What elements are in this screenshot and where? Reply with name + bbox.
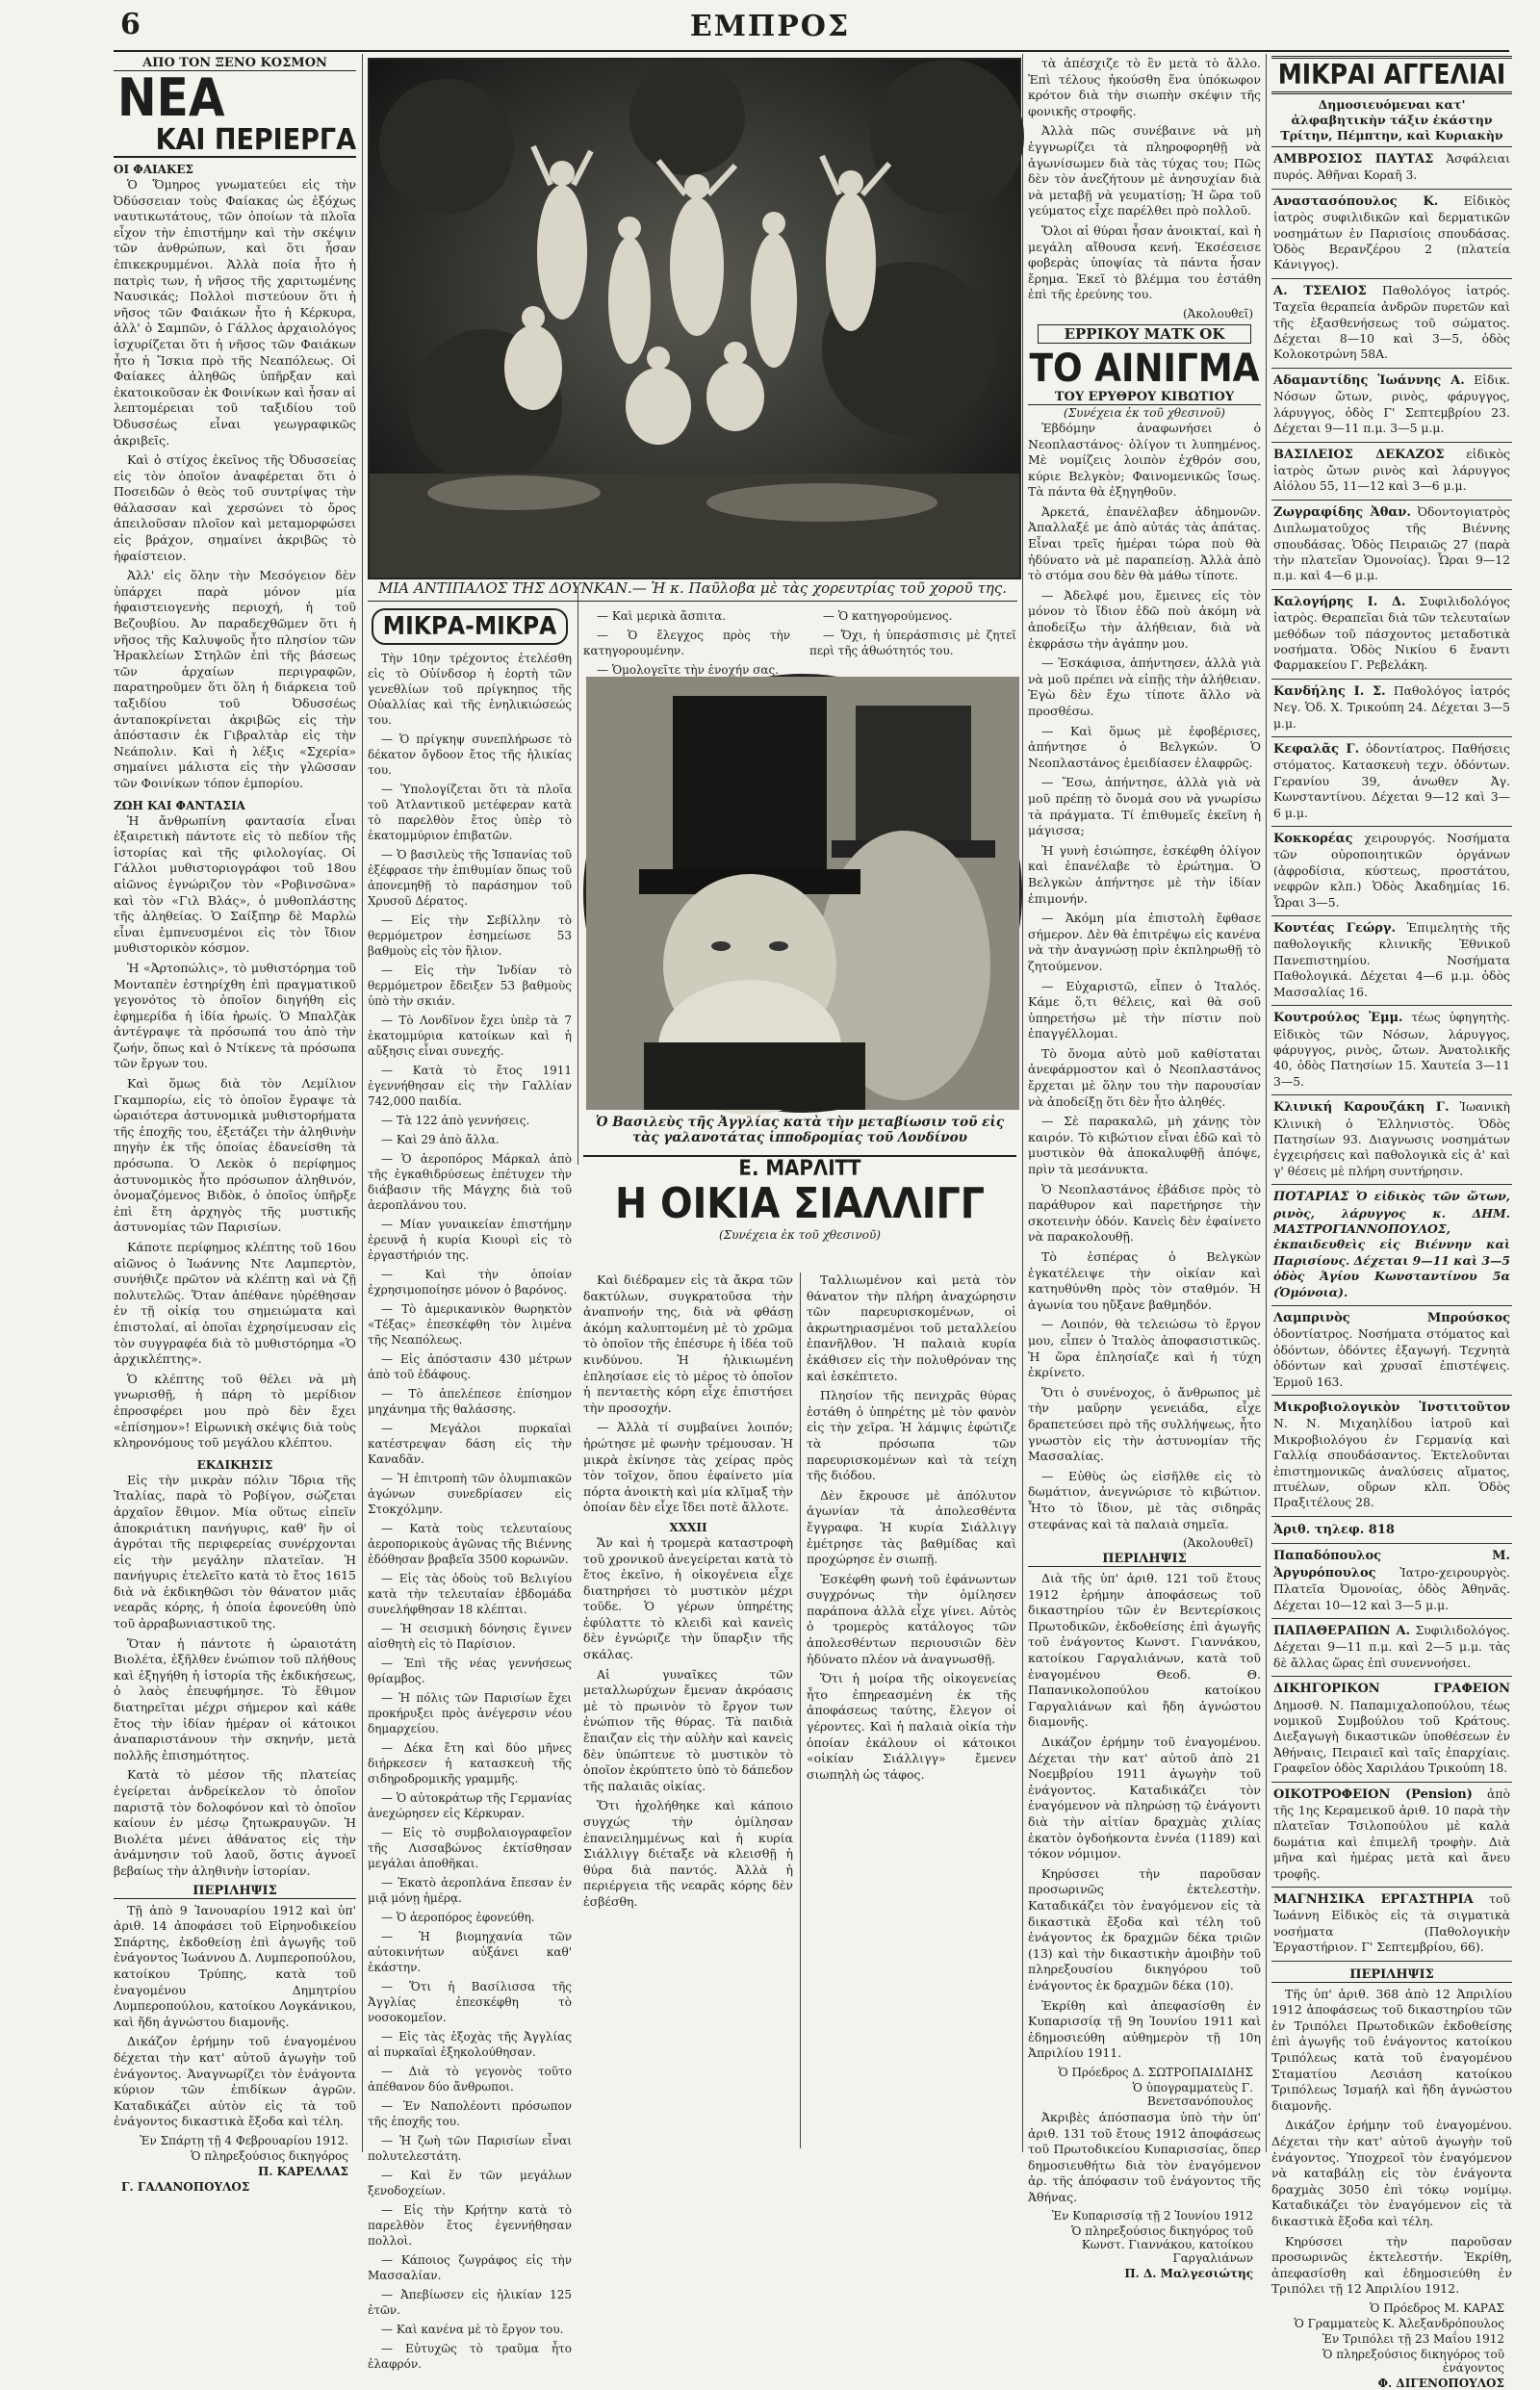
classified-ad: ΠΑΠΑΘΕΡΑΠΩΝ Α. Συφιλιδολόγος. Δέχεται 9—11 π.μ. καὶ 2—5 μ.μ. τὰς δὲ ἄλλας ὥρας ἐπὶ συνεννοήσει.	[1271, 1619, 1512, 1677]
list-item: — Ὅτι ἡ Βασίλισσα τῆς Ἀγγλίας ἐπεσκέφθη τὸ νοσοκομεῖον.	[368, 1980, 572, 2024]
serial-paragraph: Ὅτι ἠχολήθηκε καὶ κάποιο συγχώς τὴν ὁμίλησαν ἐπανειλημμένως καὶ ἡ κυρία Σιάλλιγγ διέταξε νὰ κλεισθῇ ἡ θύρα διὰ παντός. Ἀλλὰ ἡ περιέργεια τῆς νεαρᾶς κόρης δὲν ἐσβέσθη.	[583, 1798, 793, 1909]
list-item: — Ὁμολογεῖτε τὴν ἐνοχήν σας.	[597, 663, 780, 677]
article-paragraph: Ὁ Ὅμηρος γνωματεύει εἰς τὴν Ὀδύσσειαν τοὺς Φαίακας ὡς ἐξόχως ναυτικωτάτους, τῶν ὁποίων τὰ πλοῖα εἶχον τὴν ἐπιστήμην καὶ τὴν σκέψιν τῶν ἀνθρώπων, καὶ ὅτι ἦσαν ἐπικεκρυμμένοι. Ἀλλὰ ποία ἦτο ἡ πατρὶς των, ἡ νῆσος τῆς χαριτωμένης Ναυσικάς; Πολλοὶ πιστεύουν ὅτι ἡ νῆσος τῶν Φαιάκων ἦτο ἡ Κέρκυρα, ἀλλ' ὁ Σαμπῶν, ὁ Γάλλος ἀρχαιολόγος ἰσχυρίζεται ὅτι ἡ νῆσος τῶν Φαιάκων ἦτο ἡ Ἴσκια πρὸ τῆς Νεαπόλεως. Οἱ Φαίακες ἀληθῶς ὑπῆρξαν καὶ ἐκατοικοῦσαν ἐκ Φοινίκων καὶ ἦσαν αἱ λεπτομέρειαι τοῦ ταξιδίου τοῦ Ὀδυσσέως εἶναι γεωγραφικῶς ἀκριβεῖς.	[114, 177, 356, 448]
serial-paragraph: Τὸ ὄνομα αὐτὸ μοῦ καθίσταται ἀνεφάρμοστον καὶ ὁ Νεοπλαστάνος ἔρχεται μὲ ὅλην του τὴν παρουσίαν νὰ ἀποδείξῃ ὅτι δὲν ἦτο ἀληθές.	[1028, 1045, 1261, 1109]
list-item: — Τὰ 122 ἀπὸ γεννήσεις.	[381, 1114, 530, 1127]
list-item: — Ὁ ἔλεγχος πρὸς τὴν κατηγορουμένην.	[583, 629, 790, 657]
serial-title: ΤΟ ΑΙΝΙΓΜΑ	[1029, 346, 1260, 391]
classified-ad: Κουτρούλος Ἐμμ. τέως ὑφηγητὴς. Εἰδικὸς τῶν Νόσων, λάρυγγος, φάρυγγος, ρινὸς, ὤτων. Ἀνατολικῆς 40, ὁδὸς Πατησίων 15. Χαυτεία 3—11 3—5.	[1271, 1006, 1512, 1095]
serial-paragraph: — Εὐθὺς ὡς εἰσῆλθε εἰς τὸ δωμάτιον, ἀνεγνώρισε τὸ κιβώτιον. Ἦτο τὸ ἴδιον, μὲ τὰς σιδηρᾶς στεφάνας καὶ τὰ παλαιὰ σημεῖα.	[1028, 1468, 1261, 1531]
list-item: — Τὸ ἀπελέπεσε ἐπίσημον μηχάνημα τῆς θαλάσσης.	[368, 1387, 572, 1416]
serial-paragraph: Ἐσκέφθη φωνὴ τοῦ ἐφάνωντων συγχρόνως τὴν ὁμίλησεν παράπονα ἀλλὰ εἶχε γίνει. Αὐτὸς ὁ τρομερὸς κατάλογος τῶν ἀπολεσθέντων περιουσιῶν δὲν ἠδύνατο πλέον νὰ ἀναγνωσθῇ.	[807, 1571, 1016, 1666]
article-paragraph: Εἰς τὴν μικρὰν πόλιν Ἴδρια τῆς Ἰταλίας, παρὰ τὸ Ροβίγον, σώζεται ἀρχαῖον ἔθιμον. Μία οὕτως εἰπεῖν ἀποκριάτικη πανήγυρις, καθ' ἣν οἱ ἀγρόται τῆς περιφερείας συνέρχονται εἰς τὴν μεγάλην πλατεῖαν. Ἡ πανήγυρις ἐτελεῖτο κατὰ τὸ ἔτος 1615 διὰ νὰ ἐκδικηθῶσι τὸν θάνατον μιᾶς νεαρᾶς κόρης, ἡ ὁποία ἐφονεύθη ὑπὸ τοῦ ἀρραβωνιαστικοῦ της.	[114, 1472, 356, 1632]
serial-paragraph: Ταλλιωμένον καὶ μετὰ τὸν θάνατον τὴν πλήρη ἀναχώρησιν τῶν παρευρισκομένων, οἱ ἀκρωτηριασμένοι τοῦ μεταλλείου ἐπανῆλθον. Ἡ παλαιὰ κυρία ἐκάθισεν εἰς τὴν πολυθρόναν της καὶ ἐσκέπτετο.	[807, 1272, 1016, 1383]
list-item: — Ἡ ἐπιτροπὴ τῶν ὀλυμπιακῶν ἀγώνων συνεδρίασεν εἰς Στοκχόλμην.	[368, 1472, 572, 1516]
column-divider	[362, 54, 363, 2152]
serial-paragraph: Πλησίον τῆς πενιχρᾶς θύρας ἐστάθη ὁ ὑπηρέτης μὲ τὸν φανὸν εἰς τὴν χεῖρα. Ἡ λάμψις ἐφώτιζε τὰ πρόσωπα τῶν παρευρισκομένων καὶ τὰ τείχη τῆς διόδου.	[807, 1388, 1016, 1483]
list-item: — Δέκα ἔτη καὶ δύο μῆνες διήρκεσεν ἡ κατασκευὴ τῆς σιδηροδρομικῆς γραμμῆς.	[368, 1741, 572, 1786]
column-nea-kai-perierga	[114, 56, 356, 2194]
notice-signature: Φ. ΔΙΓΕΝΟΠΟΥΛΟΣ	[1377, 2376, 1504, 2390]
column-divider	[1266, 54, 1267, 2152]
dancers-photo-illustration	[370, 60, 1019, 578]
column-serial-ainigma	[1028, 56, 1261, 2281]
masthead-rule	[114, 50, 1509, 52]
serial-paragraph: Καὶ διέδραμεν εἰς τὰ ἄκρα τῶν δακτύλων, συγκρατοῦσα τὴν ἀναπνοήν της, διὰ νὰ φθάσῃ ἀκόμη καλυπτομένη μὲ τὸ χρῶμα τὸ ὁποῖον τῆς ἐπέσυρε ἡ ἰδέα τοῦ κινδύνου. Ἡ ἡλικιωμένη ἐπλησίασε εἰς τὸ μέρος τὸ ὁποῖον ἡ πενταετὴς κόρη εἶχε ἐπιστήσει τὴν προσοχήν.	[583, 1272, 793, 1415]
list-item: — Τὸ ἀμερικανικὸν θωρηκτὸν «Τέξας» ἐπεσκέφθη τὸν λιμένα τῆς Νεαπόλεως.	[368, 1302, 572, 1347]
page-number: 6	[120, 8, 141, 41]
column-mikra-mikra	[368, 608, 572, 2371]
to-be-continued: (Ἀκολουθεῖ)	[1182, 306, 1253, 321]
list-item: — Ὄχι, ἡ ὑπεράσπισις μὲ ζητεῖ περὶ τῆς ἀθωότητός του.	[809, 629, 1016, 657]
serial-paragraph: — Ἐσκάφισα, ἀπήντησεν, ἀλλὰ γιὰ νὰ μοῦ πρέπει νὰ εἰπῇς τὴν ἀλήθειαν. Ἐγὼ δὲν ἔχω τίποτε ἄλλο νὰ προσθέσω.	[1028, 655, 1261, 718]
notice-paragraph: Κηρύσσει τὴν παροῦσαν προσωρινῶς ἐκτελεστὴν. Καταδικάζει τὸν ἐναγόμενον εἰς τὰ δικαστικὰ ἔξοδα καὶ τέλη τοῦ ἐνάγοντος ἐκ δραχμῶν δέκα τριῶν (13) καὶ τὴν δικαστικὴν ἀμοιβὴν τοῦ πληρεξουσίου δικηγόρου τοῦ ἐνάγοντος ἐκ δραχμῶν δέκα (10).	[1028, 1865, 1261, 1992]
classified-ad: Λαμπρινὸς Μπρούσκος ὀδοντίατρος. Νοσήματα στόματος καὶ ὀδόντων, ὀδόντες ἐξαγωγή. Τεχνητὰ ὀδόντων καὶ χρυσαῖ ἐπιστέψεις. Ἑρμοῦ 163.	[1271, 1306, 1512, 1396]
classified-ad: Κοκκορέας χειρουργός. Νοσήματα τῶν οὐροποιητικῶν ὀργάνων (ἀφροδίσια, κύστεως, προστάτου, νεφρῶν κλπ.) Ὁδὸς Ἀκαδημίας 16. Ὧραι 3—5.	[1271, 827, 1512, 916]
dancers-photo	[368, 58, 1021, 579]
article-paragraph: Καὶ ὁ στίχος ἐκεῖνος τῆς Ὀδυσσείας εἰς τὸν ὁποῖον ἀναφέρεται ὅτι ὁ Ποσειδῶν ὁ θεὸς τοῦ συντρίψας τὴν θάλασσαν καὶ χερσώνει τὸ ὄρος ἀπειλοῦσαν πλοῖον καὶ μεταμορφώσει εἰς βράχον, σημαίνει ἀκριβῶς τὸ ἠφαίστειον.	[114, 452, 356, 563]
serial-paragraph: Τὸ ἑσπέρας ὁ Βελγκὼν ἐγκατέλειψε τὴν οἰκίαν καὶ κατηυθύνθη πρὸς τὸν σταθμόν. Ἡ ἀγωνία του ηὔξανε βαθμηδόν.	[1028, 1249, 1261, 1312]
classified-ad: Κλινική Καρουζάκη Γ. Ἰωανικὴ Κλινικὴ ὁ Ἑλληνιστὸς. Ὁδὸς Πατησίων 93. Διαγνωσις νοσημάτων ἐγχειρήσεις καὶ παθολογικὰ εἰς ἀ' καὶ γ' θέσεις μὲ πλήρη συντήρησιν.	[1271, 1095, 1512, 1185]
serial-paragraph: Ὅλοι αἱ θύραι ἦσαν ἀνοικταί, καὶ ἡ μεγάλη αἴθουσα κενή. Ἐκσέσεισε φοβερὰς ὑποψίας τὰ πάντα ἦσαν ἔρημα. Ἐκεῖ τὸ βλέμμα του ἐστάθη ἐπὶ τῆς ἐρεύνης του.	[1028, 222, 1261, 302]
notice-signature: Ὁ ὑπογραμματεὺς Γ. Βενετσανόπουλος	[1132, 2080, 1253, 2108]
article-paragraph: Ἀλλ' εἰς ὅλην τὴν Μεσόγειον δὲν ὑπάρχει παρὰ μόνον μία ἠφαιστειογενὴς περιοχή, ἡ τοῦ Βεζουβίου. Ἀν παραδεχθῶμεν ὅτι ἡ νῆσος τῆς Καλυψοῦς ἦτο πλησίον τῶν Ἡρακλείων Στηλῶν ἐπὶ τῆς βάσεως τῶν ἀρχαίων περιγραφῶν, παρατηροῦμεν ὅτι ὅλη ἡ διάρκεια τοῦ ταξιδίου τοῦ Ὀδυσσέως ἀνταποκρίνεται ἀκριβῶς εἰς τὴν ἀπόστασιν ἐκ Γιβραλτὰρ εἰς τὴν Νεάπολιν. Καὶ ἡ λέξις «Σχερία» σημαίνει μάλιστα εἰς τὴν γλῶσσαν τῶν Φοινίκων τόπον ἐμπορίου.	[114, 568, 356, 790]
serial-paragraph: — Ἀλλὰ τί συμβαίνει λοιπόν; ἠρώτησε μὲ φωνὴν τρέμουσαν. Ἡ μικρὰ ἐκίνησε τὰς χείρας πρὸς τὸν τοῖχον, ὅπου ἐφαίνετο μία πόρτα ἀνοικτὴ καὶ μία κλῖμαξ τὴν ὁποίαν δὲν εἶχε ἴδει ποτὲ ἄλλοτε.	[583, 1420, 793, 1515]
classified-ad: Καλογήρης Ι. Δ. Συφιλιδολόγος ἰατρὸς. Θεραπεῖαι διὰ τῶν τελευταίων μεθόδων τοῦ πάσχοντος μεταδοτικὰ νοσήματα. Ὁδὸς Νικίου 6 ἔναντι Φαρμακείου Γ. Ρεβελάκη.	[1271, 590, 1512, 680]
list-item: — Κατὰ τοὺς τελευταίους ἀεροπορικοὺς ἀγῶνας τῆς Βιέννης ἐδόθησαν βραβεῖα 3500 κορωνῶν.	[368, 1522, 572, 1566]
list-item: — Ἐκατὸ ἀεροπλάνα ἔπεσαν ἐν μιᾷ μόνῃ ἡμέρᾳ.	[368, 1876, 572, 1905]
serial-paragraph: Ἄν καὶ ἡ τρομερὰ καταστροφὴ τοῦ χρονικοῦ ἀνεγείρεται κατὰ τὸ ἔτος ἐκεῖνο, ἡ οἰκογένεια εἶχε διατηρήσει τὸ μυστικὸν μέχρι τοῦδε. Ὁ γέρων ὑπηρέτης ἐφύλαττε τὸ κλειδὶ καὶ κανεὶς δὲν ἐγνώριζε τὴν ὕπαρξιν τῆς σκάλας.	[583, 1534, 793, 1662]
list-item: — Κατὰ τὸ ἔτος 1911 ἐγεννήθησαν εἰς τὴν Γαλλίαν 742,000 παιδία.	[368, 1064, 572, 1108]
article-paragraph: Κατὰ τὸ μέσον τῆς πλατείας ἐγείρεται ἀνδρείκελον τὸ ὁποῖον παριστᾷ τὸν δολοφόνον καὶ τὸ ὁποῖον καίουν ἐν μέσῳ ζητωκραυγῶν. Ἡ Βιολέτα μένει ἀθάνατος εἰς τὴν ἀνάμνησιν τοῦ λαοῦ, ὅστις ἀγνοεῖ βεβαίως τὴν ἀληθινὴν ἱστορίαν.	[114, 1767, 356, 1878]
notice-paragraph: Δικάζον ἐρήμην τοῦ ἐναγομένου. Δέχεται τὴν κατ' αὐτοῦ ἀπὸ 21 Νοεμβρίου 1911 ἀγωγὴν τοῦ ἐνάγοντος. Καταδικάζει τὸν ἐναγόμενον νὰ πληρώσῃ τῷ ἐνάγοντι διὰ τὴν αἰτίαν δραχμὰς χιλίας ἑκατὸν ὀγδοήκοντα ἐννέα (1189) καὶ τόκον νόμιμον.	[1028, 1735, 1261, 1862]
serial-paragraph: — Εὐχαριστῶ, εἶπεν ὁ Ἰταλός. Κάμε ὅ,τι θέλεις, καὶ θὰ σοῦ ὑπηρετήσω μὲ τὴν πίστιν ποὺ ἐπαγγέλλομαι.	[1028, 978, 1261, 1041]
notice-signature-role: Ὁ πληρεξούσιος δικηγόρος	[191, 2148, 348, 2163]
list-item: — Εἰς τὰς ἐξοχὰς τῆς Ἀγγλίας αἱ πυρκαϊαὶ ἐξηκολούθησαν.	[368, 2030, 572, 2059]
serial-paragraph: Ἡ γυνὴ ἐσιώπησε, ἐσκέφθη ὀλίγον καὶ ἐπανέλαβε τὸ ἐρώτημα. Ὁ Βελγκὼν ἀπήντησε μὲ τὴν ἰδίαν ἐπιμονήν.	[1028, 842, 1261, 906]
notice-title: ΠΕΡΙΛΗΨΙΣ	[1271, 1967, 1512, 1983]
column-divider	[1022, 54, 1023, 2152]
list-item: — Ἡ σεισμικὴ δόνησις ἔγινεν αἰσθητὴ εἰς τὸ Παρίσιον.	[368, 1622, 572, 1651]
serial-paragraph: — Σὲ παρακαλῶ, μὴ χάνῃς τὸν καιρόν. Τὸ κιβώτιον εἶναι ἐδῶ καὶ τὸ μυστικὸν θὰ ἀποκαλυφθῇ ἀπόψε, πρὶν τὰ μεσάνυκτα.	[1028, 1114, 1261, 1177]
kicker: ΑΠΟ ΤΟΝ ΞΕΝΟ ΚΟΣΜΟΝ	[114, 56, 356, 71]
notice-signature: Π. Δ. Μαλγεσιώτης	[1124, 2267, 1253, 2281]
classified-ad: Αναστασόπουλος Κ. Εἰδικὸς ἰατρὸς συφιλιδικῶν καὶ δερματικῶν νοσημάτων ἐν Παρισίοις σπουδάσας. Ὁδὸς Βερανζέρου 2 (πλατεία Κάνιγγος).	[1271, 190, 1512, 279]
serial-subtitle: ΤΟΥ ΕΡΥΘΡΟΥ ΚΙΒΩΤΙΟΥ	[1028, 390, 1261, 405]
list-item: — Καὶ μερικὰ ἄσπιτα.	[597, 609, 727, 623]
list-item: — Εἰς ἀπόστασιν 430 μέτρων ἀπὸ τοῦ ἐδάφους.	[368, 1352, 572, 1381]
to-be-continued: (Ἀκολουθεῖ)	[1182, 1536, 1253, 1551]
classified-ad: Παπαδόπουλος Μ. Ἀργυρόπουλος Ἰατρο-χειρουργὸς. Πλατεῖα Ὀμονοίας, ὁδὸς Ἀθηνᾶς. Δέχεται 10—12 καὶ 3—5 μ.μ.	[1271, 1544, 1512, 1619]
list-item: — Τὸ Λονδῖνον ἔχει ὑπὲρ τὰ 7 ἑκατομμύρια κατοίκων καὶ ἡ αὔξησις εἶναι συνεχής.	[368, 1014, 572, 1058]
article-paragraph: Κάποτε περίφημος κλέπτης τοῦ 16ου αἰῶνος ὁ Ἰωάννης Ντε Λαμπερτὸν, συνήθιζε πρῶτον νὰ κλέπτῃ καὶ νὰ ζῇ πολυτελῶς. Ὅταν ἀπέθανε ηὑρέθησαν ἐν τῇ οἰκίᾳ του σημειώματα καὶ ἐπιστολαί, αἱ ὁποῖαι ἐχρησίμευσαν εἰς τὸν συγγραφέα διὰ τὸ μυθιστόρημα «Ὁ ἀρχικλέπτης».	[114, 1240, 356, 1367]
list-item: — Ἐπὶ τῆς νέας γεννήσεως θρίαμβος.	[368, 1657, 572, 1685]
king-photo	[583, 674, 1022, 1113]
serial-paragraph: — Καὶ ὅμως μὲ ἐφοβέρισες, ἀπήντησε ὁ Βελγκών. Ὁ Νεοπλαστάνος ἐμειδίασεν ἐλαφρῶς.	[1028, 723, 1261, 770]
serial-paragraph: Ἀρκετά, ἐπανέλαβεν ἀδημονῶν. Ἀπαλλαξέ με ἀπὸ αὐτάς τὰς ἀπάτας. Εἶναι τρεῖς ἡμέραι τώρα ποὺ θὰ ἠδύνατο νὰ μὲ παραπείσῃ. Ἀλλὰ ἀπὸ τὸ στόμα σου δὲν θὰ μάθω τίποτε.	[1028, 503, 1261, 583]
serial-author: ΕΡΡΙΚΟΥ ΜΑΤΚ ΟΚ	[1038, 324, 1251, 344]
notice-paragraph: Κηρύσσει τὴν παροῦσαν προσωρινῶς ἐκτελεστήν. Ἐκρίθη, ἀπεφασίσθη καὶ ἐδημοσιεύθη ἐν Τριπόλει τῇ 12 Ἀπριλίου 1912.	[1271, 2233, 1512, 2297]
list-item: — Ὁ βασιλεὺς τῆς Ἱσπανίας τοῦ ἐξέφρασε τὴν ἐπιθυμίαν ὅπως τοῦ ἀπονεμηθῇ τὸ παράσημον τοῦ Χρυσοῦ Δέρατος.	[368, 848, 572, 908]
classified-ad: ΔΙΚΗΓΟΡΙΚΟΝ ΓΡΑΦΕΙΟΝ Δημοσθ. Ν. Παπαμιχαλοπούλου, τέως νομικοῦ Συμβούλου τοῦ Κράτους. Διεξαγωγὴ δικαστικῶν ὑποθέσεων ἐν Ἀθήναις, Πειραιεῖ καὶ ταῖς ἐπαρχίαις. Γραφεῖον ὁδὸς Χαριλάου Τρικούπη 18.	[1271, 1677, 1512, 1782]
classified-ad: ΒΑΣΙΛΕΙΟΣ ΔΕΚΑΖΟΣ εἰδικὸς ἰατρὸς ὤτων ρινὸς καὶ λάρυγγος Αἰόλου 55, 11—12 καὶ 3—6 μ.μ.	[1271, 443, 1512, 501]
classified-ad: ΟΙΚΟΤΡΟΦΕΙΟΝ (Pension) ἀπὸ τῆς 1ης Κεραμεικοῦ ἀριθ. 10 παρὰ τὴν πλατεῖαν Τσιλοπούλου μὲ καλὰ δωμάτια καὶ ἐπιμελῆ τροφὴν. Διὰ μῆνα καὶ ἡμέρας μετὰ καὶ ἄνευ τροφῆς.	[1271, 1783, 1512, 1888]
notice-paragraph: Τῆς ὑπ' ἀριθ. 368 ἀπὸ 12 Ἀπριλίου 1912 ἀποφάσεως τοῦ δικαστηρίου τῶν ἐν Τριπόλει Πρωτοδικῶν ἐκδοθείσης ἐπὶ ἀγωγῆς τοῦ ἐνάγοντος κατοίκου Τριπόλεως κατὰ τοῦ ἐναγομένου Σταματίου Λεσιάση κατοίκου Τριπόλεως Ἰσμαήλ καὶ ἤδη ἀγνώστου διαμονῆς.	[1271, 1986, 1512, 2113]
list-item: — Ἡ βιομηχανία τῶν αὐτοκινήτων αὐξάνει καθ' ἑκάστην.	[368, 1930, 572, 1974]
list-item: — Κάποιος ζωγράφος εἰς τὴν Μασσαλίαν.	[368, 2253, 572, 2282]
notice-paragraph: Δικάζον ἐρήμην τοῦ ἐναγομένου δέχεται τὴν κατ' αὐτοῦ ἀγωγὴν τοῦ ἐνάγοντος. Ἀναγνωρίζει τὸν ἐνάγοντα κύριον τῶν ἐπιδίκων ἀγρῶν. Καταδικάζει αὐτὸν εἰς τὰ τοῦ ἐνάγοντος δικαστικὰ ἔξοδα καὶ τέλη.	[114, 2034, 356, 2129]
list-item: — Εἰς τὴν Ἰνδίαν τὸ θερμόμετρον ἔδειξεν 53 βαθμοὺς ὑπὸ τὴν σκιάν.	[368, 964, 572, 1008]
classified-ad: Μικροβιολογικὸν Ἰνστιτοῦτον Ν. Ν. Μιχαηλίδου ἰατροῦ καὶ Μικροβιολόγου ἐν Γερμανίᾳ καὶ Γαλλίᾳ σπουδάσαντος. Ἐκτελοῦνται ἐπιστημονικῶς ἀναλύσεις αἵματος, πτυέλων, οὔρων κλπ. Ὁδὸς Πραξιτέλους 28.	[1271, 1396, 1512, 1517]
serial-paragraph: Αἱ γυναῖκες τῶν μεταλλωρύχων ἔμεναν ἀκρόασις μὲ τὸ πρωινὸν τὸ ἔργον των ἐνώπιον τῆς θύρας. Τὰ παιδιὰ ἔπαιζαν εἰς τὴν αὐλὴν καὶ κανεὶς δὲν ὑπώπτευε τὸ μυστικὸν τὸ ὁποῖον ἐκρύπτετο ὑπὸ τὸ δάπεδον τῆς παλαιᾶς οἰκίας.	[583, 1666, 793, 1793]
list-item: — Ἡ ζωὴ τῶν Παρισίων εἶναι πολυτελεστάτη.	[368, 2134, 572, 2163]
classified-ad: Ζωγραφίδης Ἀθαν. Ὀδοντογιατρὸς Διπλωματοῦχος τῆς Βιέννης σπουδάσας. Ὁδὸς Πειραιῶς 27 (παρὰ τὴν πλατεῖαν Ὁμονοίας). Ὧραι 9—12 π.μ. καὶ 4—6 μ.μ.	[1271, 501, 1512, 590]
notice-signature: Ὁ πληρεξούσιος δικηγόρος τοῦ Κωνστ. Γιαννάκου, κατοίκου Γαργαλιάνων	[1071, 2224, 1253, 2266]
notice-signature: Γ. ΓΑΛΑΝΟΠΟΥΛΟΣ	[121, 2179, 250, 2194]
list-item: — Καὶ τὴν ὁποίαν ἐχρησιμοποίησε μόνον ὁ βαρόνος.	[368, 1268, 572, 1297]
serial-paragraph: — Ἀκόμη μία ἐπιστολὴ ἔφθασε σήμερον. Δὲν θὰ ἐπιτρέψω εἰς κανένα νὰ τὴν ἀναγνώσῃ πρὶν ἐκπληρωθῇ τὸ ζητούμενον.	[1028, 911, 1261, 973]
mikra-continuation	[583, 608, 1016, 677]
list-item: — Ὁ κατηγορούμενος.	[823, 609, 953, 623]
list-item: — Καὶ ἕν τῶν μεγάλων ξενοδοχείων.	[368, 2169, 572, 2197]
notice-paragraph: Διὰ τῆς ὑπ' ἀριθ. 121 τοῦ ἔτους 1912 ἐρήμην ἀποφάσεως τοῦ δικαστηρίου τῶν ἐν Βεντερίσκοις Πρωτοδικῶν, ἐκδοθείσης ἐπὶ ἀγωγῆς τοῦ ἐνάγοντος Κωνστ. Γιαννάκου, κατοίκου Γαργαλιάνων, κατὰ τοῦ ἐναγομένου Θεοδ. Θ. Παπανικολοπούλου κατοίκου Γαργαλιάνων καὶ ἤδη ἀγνώστου διαμονῆς.	[1028, 1571, 1261, 1730]
notice-signature: Π. ΚΑΡΕΛΛΑΣ	[257, 2164, 348, 2178]
dancers-photo-caption: ΜΙΑ ΑΝΤΙΠΑΛΟΣ ΤΗΣ ΔΟΥΝΚΑΝ.— Ἡ κ. Παῦλοβα μὲ τὰς χορευτρίας τοῦ χοροῦ της.	[377, 579, 1008, 597]
list-item: — Εἰς τὰς ὁδοὺς τοῦ Βελιγίου κατὰ τὴν τελευταίαν ἑβδομάδα συνελήφθησαν 18 κλέπται.	[368, 1572, 572, 1616]
ads-intro: Δημοσιευόμεναι κατ' ἀλφαβητικὴν τάξιν ἑκάστην Τρίτην, Πέμπτην, καὶ Κυριακὴν	[1271, 94, 1512, 147]
article-paragraph: Ἡ ἄνθρωπίνη φαντασία εἶναι ἐξαιρετικὴ πάντοτε εἰς τὸ πεδίον τῆς ἱστορίας καὶ τῆς φιλολογίας. Οἱ Γάλλοι μυθιστοριογράφοι τοῦ 18ου αἰῶνος ἐγνώριζον τὸν «Ροβινσῶνα» καὶ τὸν «Γιλ Βλάς», ὁ μυθοπλάστης τῆς ἀληθείας. Ὁ Σαίξπηρ δὲ Μαρλὼ εἶναι ἐμπνευσμένοι εἰς τὸν ἴδιον μυθιστορικὸν κόσμον.	[114, 812, 356, 956]
article-paragraph: Ἡ «Ἀρτοπώλις», τὸ μυθιστόρημα τοῦ Μονταπὲν ἐστηρίχθη ἐπὶ πραγματικοῦ γεγονότος τὸ ὁποῖον διηγήθη εἰς ἐφημερίδα ἡ ἰδία ἡρωίς. Ὁ Μπαλζὰκ ἀντέγραψε τὰ πρόσωπά του ἀπὸ τὴν ζωήν, ὅπως καὶ ὁ Ντίκενς τὰ πρόσωπα τῶν ἔργων του.	[114, 960, 356, 1071]
serial-continued: (Συνέχεια ἐκ τοῦ χθεσινοῦ)	[1064, 405, 1225, 420]
list-item: — Ἐν Ναπολέοντι πρόσωπον τῆς ἐποχῆς του.	[368, 2099, 572, 2128]
column-classified-ads	[1271, 56, 1512, 2390]
notice-signature: Ὁ Πρόεδρος Δ. ΣΩΤΡΟΠΑΙΔΙΔΗΣ	[1058, 2065, 1253, 2079]
subhead-ekdikisis: ΕΚΔΙΚΗΣΙΣ	[196, 1457, 273, 1472]
divider	[368, 601, 1017, 602]
classified-ad: ΜΑΓΝΗΣΙΚΑ ΕΡΓΑΣΤΗΡΙΑ τοῦ Ἰωάννη Εἰδικὸς εἰς τὰ σιγματικὰ νοσήματα (Παθολογικὴν Ἐργαστήριον. Γ' Σεπτεμβρίου, 66).	[1271, 1888, 1512, 1962]
list-item: — Εἰς τὴν Κρήτην κατὰ τὸ παρελθὸν ἔτος ἐγεννήθησαν πολλοὶ.	[368, 2203, 572, 2248]
article-paragraph: Καὶ ὅμως διὰ τὸν Λεμίλιον Γκαμπορίω, εἰς τὸ ὁποῖον ἔγραψε τὰ ὡραιότερα ἀστυνομικὰ μυθιστορήματα τῆς ἐποχῆς του, ἐξετάζει τὴν ἀληθινὴν πηγὴν ἐκ τῆς ὁποίας ἐδανείσθη τὰ πρόσωπα. Ὁ Λεκὸκ ὁ περίφημος ἀστυνομικὸς ἦτο πρόσωπον ἀληθινόν, ὀνομαζόμενος Βιδὸκ, ὁ ὁποῖος ὑπῆρξε ἐπὶ ἔτη ἀρχηγὸς τῆς μυστικῆς ἀστυνομίας τῶν Παρισίων.	[114, 1076, 356, 1235]
list-item: — Εἰς τὸ συμβολαιογραφεῖον τῆς Λισσαβώνος ἐκτίσθησαν μεγάλαι ἀποθῆκαι.	[368, 1826, 572, 1870]
serial-author: Ε. ΜΑΡΛΙΤΤ	[583, 1155, 1016, 1181]
serial-siallig-text-right	[807, 1272, 1016, 2148]
serial-paragraph: Ἀλλὰ πῶς συνέβαινε νὰ μὴ ἐγγνωρίζει τὰ πληροφορηθῇ νὰ ἀγωνίσωμεν διὰ τὰς τύχας του; Πῶς δὲν τὸν ἀνεζήτουν μὲ ἀνησυχίαν διὰ νὰ μεταβῇ νὰ γευματίσῃ; Ἡ ὥρα τοῦ γεύματος εἶχε παρέλθει πρὸ πολλοῦ.	[1028, 123, 1261, 218]
notice-paragraph: Δικάζον ἐρήμην τοῦ ἐναγομένου. Δέχεται τὴν κατ' αὐτοῦ ἀγωγὴν τοῦ ἐνάγοντος. Ὑποχρεοῖ τὸν ἐναγόμενον νὰ καταβάλῃ εἰς τὸν ἐνάγοντα δραχμὰς 3050 ἐπὶ τόκῳ νομίμῳ. Καταδικάζει τὸν ἐναγόμενον εἰς τὰ δικαστικὰ ἔξοδα καὶ τέλη.	[1271, 2118, 1512, 2228]
serial-paragraph: Ἐβδόμην ἀναφωνήσει ὁ Νεοπλαστάνος· ὀλίγον τι λυπημένος. Μὲ νομίζεις λοιπὸν ἐχθρόν σου, κύριε Βελγκὸν; Φαινομενικῶς ἴσως. Τὰ πάντα θὰ ἐξηγηθοῦν.	[1028, 420, 1261, 500]
mikra-mikra-title: ΜΙΚΡΑ-ΜΙΚΡΑ	[372, 608, 568, 645]
serial-paragraph: — Λοιπόν, θὰ τελειώσω τὸ ἔργον μου, εἶπεν ὁ Ἰταλὸς ἀποφασιστικῶς. Ἡ ὥρα ἐπλησίαζε καὶ ἡ τύχη ἐκρίνετο.	[1028, 1317, 1261, 1380]
article-paragraph: Ὅταν ἡ πάντοτε ἡ ὡραιοτάτη Βιολέτα, ἐξῆλθεν ἐνώπιον τοῦ πλήθους καὶ ἐξηγήθη ἡ ἱστορία τῆς ἐκδικήσεως, ὁ λαὸς ἐπευφήμησε. Τὸ ἔθιμον διατηρεῖται μέχρι σήμερον καὶ κάθε ἔτος τὴν ἰδίαν ἡμέραν οἱ κάτοικοι ἀναπαριστάνουν τὴν σκηνήν, μετὰ πολλῆς ἐπισημότητος.	[114, 1635, 356, 1762]
serial-paragraph: τὰ ἀπέσχιζε τὸ ἓν μετὰ τὸ ἄλλο. Ἐπὶ τέλους ἠκούσθη ἕνα ὑπόκωφον κρότον διὰ τὴν σιωπὴν σκέψιν τῆς φονικῆς στροφῆς.	[1028, 56, 1261, 118]
list-item: Τὴν 10ην τρέχοντος ἐτελέσθη εἰς τὸ Οὐίνδσορ ἡ ἑορτὴ τῶν γενεθλίων τοῦ πρίγκηπος τῆς Οὐαλλίας καὶ τῆς ἐνηλικιώσεώς του.	[368, 652, 572, 727]
list-item: — Ἡ πόλις τῶν Παρισίων ἔχει προκήρυξει πρὸς ἀνέγερσιν νέου δημαρχείου.	[368, 1691, 572, 1735]
notice-title: ΠΕΡΙΛΗΨΙΣ	[1028, 1552, 1261, 1567]
serial-title: Η ΟΙΚΙΑ ΣΙΑΛΛΙΓΓ	[615, 1179, 985, 1228]
subhead-zoi-kai-fantasia: ΖΩΗ ΚΑΙ ΦΑΝΤΑΣΙΑ	[114, 798, 245, 812]
notice-signature: Ὁ πληρεξούσιος δικηγόρος τοῦ ἐνάγοντος	[1322, 2347, 1504, 2375]
headline-kai-perierga: ΚΑΙ ΠΕΡΙΕΡΓΑ	[114, 125, 356, 158]
list-item: — Ὁ ἀεροπόρος Μάρκαλ ἀπὸ τῆς ἐγκαθιδρύσεως ἐπέτυχεν τὴν διάβασιν τῆς Μάγχης διὰ τοῦ ἀεροπλάνου του.	[368, 1152, 572, 1212]
list-item: — Καὶ 29 ἀπὸ ἄλλα.	[381, 1133, 500, 1146]
serial-paragraph: Δὲν ἔκρουσε μὲ ἀπόλυτον ἀγωνίαν τὰ ἀπολεσθέντα ἔγγραφα. Ἡ κυρία Σιάλλιγγ ἐμέτρησε τὰς βαθμίδας καὶ προχώρησε ἐν σιωπῇ.	[807, 1487, 1016, 1567]
notice-signature: Ὁ Πρόεδρος Μ. ΚΑΡΑΣ	[1370, 2300, 1504, 2315]
list-item: — Μεγάλοι πυρκαϊαὶ κατέστρεψαν δάση εἰς τὴν Καναδᾶν.	[368, 1422, 572, 1466]
list-item: — Εὐτυχῶς τὸ τραῦμα ἦτο ἐλαφρόν.	[368, 2342, 572, 2371]
notice-paragraph: Ἐκρίθη καὶ ἀπεφασίσθη ἐν Κυπαρισσίᾳ τῇ 9η Ἰουνίου 1911 καὶ ἐδημοσιεύθη αὐθημερὸν τῇ 10η Ἀπριλίου 1911.	[1028, 1997, 1261, 2061]
list-item: — Καὶ κανένα μὲ τὸ ἔργον του.	[381, 2323, 564, 2336]
ads-title: ΜΙΚΡΑΙ ΑΓΓΕΛΙΑΙ	[1271, 56, 1512, 94]
list-item: — Μίαν γυναικείαν ἐπιστήμην ἐρευνᾷ ἡ κυρία Κιουρὶ εἰς τὸ ἐργαστήριόν της.	[368, 1218, 572, 1262]
classified-ad: Κεφαλᾶς Γ. ὀδοντίατρος. Παθήσεις στόματος. Κατασκευὴ τεχν. ὀδόντων. Γερανίου 39, ἀνωθεν Ἀγ. Κωνσταντίνου. Δέχεται 9—12 καὶ 3—6 μ.μ.	[1271, 737, 1512, 827]
serial-paragraph: — Ἀδελφέ μου, ἔμεινες εἰς τὸν μόνον τὸ ἴδιον ἐδῶ ποὺ ἀκόμη νὰ ἀποδείξω τὴν ἀλήθειαν, διὰ νὰ ἐκφράσω τὴν ἀγάπην μου.	[1028, 587, 1261, 651]
serial-continued: (Συνέχεια ἐκ τοῦ χθεσινοῦ)	[719, 1228, 881, 1242]
classified-ad: ΑΜΒΡΟΣΙΟΣ ΠΑΥΤΑΣ Ἀσφάλειαι πυρός. Ἀθῆναι Κοραῆ 3.	[1271, 147, 1512, 190]
serial-paragraph: Ὅτι ὁ συνένοχος, ὁ ἄνθρωπος μὲ τὴν μαῦρην γενειάδα, εἶχε δραπετεύσει πρὸ τῆς συλλήψεως, ἦτο γνωστὸν εἰς τὴν ἀστυνομίαν τῆς Μασσαλίας.	[1028, 1384, 1261, 1464]
king-photo-illustration	[586, 677, 1019, 1110]
serial-chapter: XXXII	[669, 1520, 707, 1534]
subhead-faiakes: ΟΙ ΦΑΙΑΚΕΣ	[114, 163, 193, 176]
serial-paragraph: Ὁ Νεοπλαστάνος ἐβάδισε πρὸς τὸ παράθυρον καὶ παρετήρησε τὴν σκοτεινὴν ὁδόν. Κανεὶς δὲν ἐφαίνετο νὰ παρακολουθῇ.	[1028, 1181, 1261, 1245]
notice-place-date: Ἐν Τριπόλει τῇ 23 Μαΐου 1912	[1322, 2331, 1504, 2346]
classified-ad: Ἀριθ. τηλεφ. 818	[1271, 1517, 1512, 1544]
list-item: — Ὁ πρίγκηψ συνεπλήρωσε τὸ δέκατον ὄγδοον ἔτος τῆς ἡλικίας του.	[368, 732, 572, 777]
classified-ad: Α. ΤΣΕΛΙΟΣ Παθολόγος ἰατρός. Ταχεῖα θεραπεία ἀνδρῶν πυρετῶν καὶ τῆς ἑξασθενήσεως τοῦ σώματος. Δέχεται 8—10 καὶ 3—5, ὁδὸς Κολοκοτρώνη 58Α.	[1271, 279, 1512, 369]
king-photo-caption: Ὁ Βασιλεὺς τῆς Ἀγγλίας κατὰ τὴν μεταβίωσιν τοῦ εἰς τὰς γαλανοτάτας ἱπποδρομίας τοῦ Λονδίνου	[595, 1115, 1005, 1145]
notice-place-date: Ἐν Σπάρτῃ τῇ 4 Φεβρουαρίου 1912.	[140, 2133, 348, 2147]
serial-paragraph: — Ἔσω, ἀπήντησε, ἀλλὰ γιὰ νὰ μοῦ πρέπῃ τὸ ὄνομά σου νὰ γνωρίσω τὰ πράγματα. Τί ἐπιθυμεῖς ἐκεῖνη ἡ μάγισσα;	[1028, 775, 1261, 838]
list-item: — Ὁ ἀεροπόρος ἐφονεύθη.	[381, 1911, 535, 1924]
list-item: — Διὰ τὸ γεγονὸς τοῦτο ἀπέθανον δύο ἄνθρωποι.	[368, 2065, 572, 2094]
masthead	[0, 6, 1540, 44]
list-item: — Ὑπολογίζεται ὅτι τὰ πλοῖα τοῦ Ἀτλαντικοῦ μετέφεραν κατὰ τὸ παρελθὸν ἔτος ὑπὲρ τὸ ἑκατομμύριον ἐπιβατῶν.	[368, 783, 572, 842]
headline-nea: ΝΕΑ	[117, 67, 225, 128]
list-item: — Ὁ αὐτοκράτωρ τῆς Γερμανίας ἀνεχώρησεν εἰς Κέρκυραν.	[368, 1791, 572, 1820]
serial-siallig-header	[583, 1155, 1016, 1271]
classified-ad: Κανδήλης Ι. Σ. Παθολόγος ἰατρός Νεγ. Ὁδ. Χ. Τρικούπη 24. Δέχεται 3—5 μ.μ.	[1271, 680, 1512, 737]
classified-ad: ΠΟΤΑΡΙΑΣ Ὁ εἰδικὸς τῶν ὤτων, ρινὸς, λάρυγγος κ. ΔΗΜ. ΜΑΣΤΡΟΓΙΑΝΝΟΠΟΥΛΟΣ, ἐκπαιδευθεὶς εἰς Βιέννην καὶ Παρισίους. Δέχεται 9—11 καὶ 3—5 ὁδὸς Ἁγίου Κωνσταντίνου 5α (Ὁμόνοια).	[1271, 1185, 1512, 1306]
notice-title: ΠΕΡΙΛΗΨΙΣ	[114, 1884, 356, 1899]
notice-paragraph: Ἀκριβὲς ἀπόσπασμα ὑπὸ τὴν ὑπ' ἀριθ. 131 τοῦ ἔτους 1912 ἀποφάσεως τοῦ Πρωτοδικείου Κυπαρισσίας, ὅπερ δημοσιευθήτω διὰ τὸν ἐναγόμενον ἀρ. τῆς ἀπόφασιν τοῦ ἐνάγοντος τῆς Ἀθήνας.	[1028, 2109, 1261, 2204]
classified-ad: Αδαμαντίδης Ἰωάννης Α. Εἰδικ. Νόσων ὤτων, ρινὸς, φάρυγγος, λάρυγγος, ὁδὸς Γ' Σεπτεμβρίου 23. Δέχεται 9—11 π.μ. 3—5 μ.μ.	[1271, 369, 1512, 443]
notice-paragraph: Τῇ ἀπὸ 9 Ἰανουαρίου 1912 καὶ ὑπ' ἀριθ. 14 ἀποφάσει τοῦ Εἰρηνοδικείου Σπάρτης, ἐκδοθείσῃ ἐπὶ ἀγωγῆς τοῦ ἐνάγοντος Ἰωάννου Δ. Λυμπεροπούλου, κατοίκου Τρύπης, κατὰ τοῦ ἐναγομένου Δημητρίου Λυμπεροπούλου, κατοίκου Λογκάνικου, καὶ ἤδη ἀγνώστου διαμονῆς.	[114, 1902, 356, 2029]
list-item: — Εἰς τὴν Σεβίλλην τὸ θερμόμετρον ἐσημείωσε 53 βαθμοὺς εἰς τὸν ἥλιον.	[368, 913, 572, 958]
serial-paragraph: Ὅτι ἡ μοίρα τῆς οἰκογενείας ἦτο ἐπηρεασμένη ἐκ τῆς ἀποφάσεως ταύτης, ἔλεγον οἱ γέροντες. Καὶ ἡ παλαιὰ οἰκία τὴν ὁποίαν ἐκάλουν οἱ κάτοικοι «οἰκίαν Σιάλλιγγ» ἔμενεν σιωπηλὴ ὡς τάφος.	[807, 1671, 1016, 1782]
classified-ad: Κοντέας Γεώργ. Ἐπιμελητὴς τῆς παθολογικῆς κλινικῆς Ἐθνικοῦ Πανεπιστημίου. Νοσήματα Παθολογικά. Δέχεται 4—6 μ.μ. ὁδὸς Μασσαλίας 16.	[1271, 916, 1512, 1006]
mikra-list	[368, 651, 572, 2372]
article-paragraph: Ὁ κλέπτης τοῦ θέλει νὰ μὴ γνωρισθῇ, ἡ πάρη τὸ μερίδιον ἐπροσφέρει μου πρὸ δὲν ἔχει «ἐπίσημον»! Εἰρωνικὴ σκέψις διὰ τοὺς κληρονόμους τοῦ μεγάλου κλέπτου.	[114, 1371, 356, 1451]
list-item: — Ἀπεβίωσεν εἰς ἡλικίαν 125 ἐτῶν.	[368, 2288, 572, 2317]
column-divider	[800, 1272, 801, 2148]
newspaper-title: ΕΜΠΡΟΣ	[689, 10, 851, 43]
notice-place-date: Ἐν Κυπαρισσίᾳ τῇ 2 Ἰουνίου 1912	[1051, 2209, 1253, 2223]
notice-signature: Ὁ Γραμματεὺς Κ. Ἀλεξανδρόπουλος	[1294, 2316, 1504, 2330]
serial-siallig-text-left	[583, 1272, 793, 2148]
